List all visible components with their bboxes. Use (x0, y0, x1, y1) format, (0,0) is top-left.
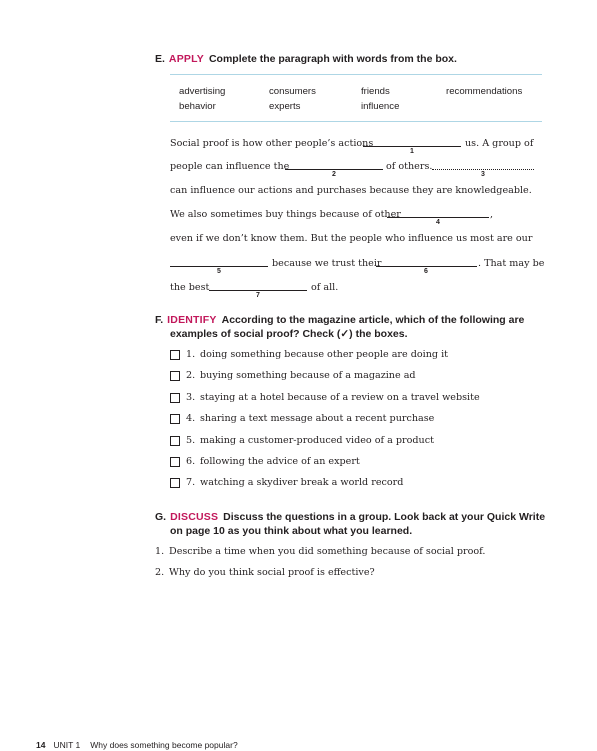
item-number: 5. (186, 435, 196, 446)
section-f-heading-line2 (170, 327, 408, 341)
unit-label: UNIT 1 (53, 740, 81, 750)
paragraph-text: us. A group of (465, 138, 534, 149)
item-number: 3. (186, 392, 196, 403)
section-tag: APPLY (168, 53, 204, 65)
answer-blank-5[interactable] (170, 266, 268, 267)
checkbox[interactable] (170, 393, 180, 403)
answer-blank-6[interactable] (376, 266, 477, 267)
item-text: staying at a hotel because of a review on a travel website (200, 392, 480, 403)
checkbox[interactable] (170, 478, 180, 488)
section-e-heading (155, 52, 457, 66)
item-text: buying something because of a magazine ad (200, 370, 416, 381)
question-text: Describe a time when you did something because of social proof. (169, 546, 486, 557)
item-text: following the advice of an expert (200, 456, 360, 467)
section-instruction: Discuss the questions in a group. Look back at your Quick Write (223, 511, 546, 523)
answer-blank-3[interactable] (432, 169, 534, 170)
discussion-question (155, 546, 485, 557)
item-text: watching a skydiver break a world record (200, 477, 404, 488)
item-text: doing something because other people are doing it (200, 349, 449, 360)
blank-number: 1 (410, 148, 414, 155)
section-instruction: on page 10 as you think about what you learned. (170, 525, 413, 537)
section-tag: IDENTIFY (167, 314, 217, 326)
unit-title: Why does something become popular? (90, 740, 238, 750)
word-box-item: recommendations (446, 86, 523, 97)
question-text: Why do you think social proof is effective? (169, 567, 375, 578)
item-number: 7. (186, 477, 196, 488)
answer-blank-1[interactable] (363, 146, 461, 147)
paragraph-text: Social proof is how other people’s actions (170, 138, 374, 149)
paragraph-text: because we trust their (272, 258, 382, 269)
blank-number: 7 (256, 292, 260, 299)
section-tag: DISCUSS (170, 511, 219, 523)
blank-number: 4 (436, 219, 440, 226)
checkbox[interactable] (170, 457, 180, 467)
item-text: making a customer-produced video of a product (200, 435, 434, 446)
paragraph-text: of all. (311, 282, 339, 293)
item-number: 6. (186, 456, 196, 467)
paragraph-text: . That may be (478, 258, 545, 269)
discussion-question (155, 567, 375, 578)
section-letter: F. (155, 314, 164, 326)
page-footer (36, 740, 238, 750)
section-g-heading (155, 510, 545, 524)
blank-number: 3 (481, 171, 485, 178)
paragraph-text: of others. (386, 161, 433, 172)
question-number: 2. (155, 567, 165, 578)
paragraph-text: even if we don’t know them. But the people who influence us most are our (170, 233, 533, 244)
blank-number: 2 (332, 171, 336, 178)
section-instruction: examples of social proof? Check (✓) the boxes. (170, 328, 408, 340)
section-letter: G. (155, 511, 167, 523)
section-letter: E. (155, 53, 165, 65)
checkbox[interactable] (170, 414, 180, 424)
answer-blank-7[interactable] (209, 290, 307, 291)
paragraph-text: , (490, 209, 494, 220)
item-number: 2. (186, 370, 196, 381)
item-number: 4. (186, 413, 196, 424)
blank-number: 5 (217, 268, 221, 275)
word-box-item: advertising (179, 86, 226, 97)
word-box-item: friends (361, 86, 390, 97)
word-box-item: behavior (179, 101, 216, 112)
paragraph-text: We also sometimes buy things because of other (170, 209, 401, 220)
page-number: 14 (36, 740, 46, 750)
checkbox[interactable] (170, 371, 180, 381)
word-box-item: consumers (269, 86, 316, 97)
section-instruction: Complete the paragraph with words from the box. (208, 53, 457, 65)
item-text: sharing a text message about a recent purchase (200, 413, 435, 424)
paragraph-text: people can influence the (170, 161, 290, 172)
answer-blank-2[interactable] (285, 169, 383, 170)
section-g-heading-line2 (170, 524, 412, 538)
word-box-item: experts (269, 101, 301, 112)
section-f-heading (155, 313, 524, 327)
paragraph-text: the best (170, 282, 210, 293)
item-number: 1. (186, 349, 196, 360)
checkbox[interactable] (170, 436, 180, 446)
blank-number: 6 (424, 268, 428, 275)
word-box (170, 74, 542, 122)
paragraph-text: can influence our actions and purchases because they are knowledgeable. (170, 185, 532, 196)
answer-blank-4[interactable] (387, 217, 489, 218)
section-instruction: According to the magazine article, which of the following are (221, 314, 525, 326)
checkbox[interactable] (170, 350, 180, 360)
word-box-item: influence (361, 101, 400, 112)
question-number: 1. (155, 546, 165, 557)
